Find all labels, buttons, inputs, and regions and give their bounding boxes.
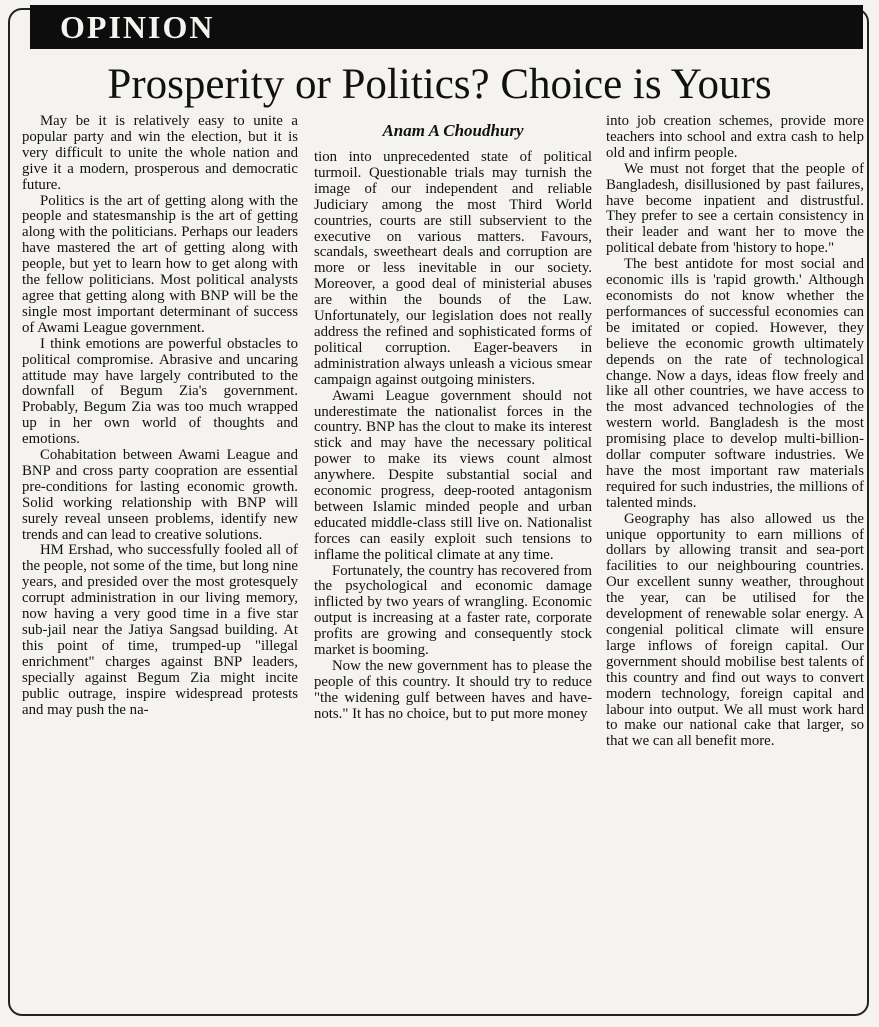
paragraph: HM Ershad, who successfully fooled all of the people, not some of the time, but long nine years, and presided over the most grotesquely corrupt administration in our living memory, now having a very good time in a five star sub-jail near the Jatiya Sangsad building. At this point of time, trumped-up "illegal enrichment" charges against BNP leaders, specially against Begum Zia might incite public outrage, inspire widespread protests and may push the na- bbox=[22, 542, 298, 718]
article-column-1 bbox=[22, 114, 298, 1012]
section-label: OPINION bbox=[60, 9, 215, 45]
article-column-3 bbox=[606, 114, 864, 1012]
paragraph: Fortunately, the country has recovered from the psychological and economic damage inflicted by two years of wrangling. Economic output is increasing at a faster rate, corporate profits are growing and consequently stock market is booming. bbox=[314, 562, 592, 659]
paragraph: Cohabitation between Awami League and BNP and cross party coopration are essential pre-conditions for lasting economic growth. Solid working relationship with BNP will surely reveal unseen problems, identify new trends and can lead to creative solutions. bbox=[22, 447, 298, 543]
section-banner bbox=[30, 5, 863, 49]
paragraph: into job creation schemes, provide more teachers into school and extra cash to help old and infirm people. bbox=[606, 114, 864, 161]
article-column-2 bbox=[314, 150, 592, 1012]
headline: Prosperity or Politics? Choice is Yours bbox=[107, 61, 772, 108]
paragraph: tion into unprecedented state of political turmoil. Questionable trials may turnish the image of our independent and reliable Judiciary among the most Third World countries, courts are still subservient to the executive on various matters. Favours, scandals, sweetheart deals and corruption are more or less inevitable in our society. Moreover, a good deal of ministerial abuses are within the bounds of the Law. Unfortunately, our legislation does not really address the refined and sophisticated forms of political corruption. Eager-beavers in administration always unleash a vicious smear campaign against outgoing ministers. bbox=[314, 150, 592, 388]
byline: Anam A Choudhury bbox=[382, 121, 524, 140]
paragraph: The best antidote for most social and economic ills is 'rapid growth.' Although economists do not know whether the performances of successful economies can be imitated or copied. However, they believe the economic growth ultimately depends on the rate of technological change. Now a days, ideas flow freely and like all other countries, we have access to the most advanced technologies of the western world. Bangladesh is the most promising place to develop multi-billion-dollar computer software industries. We have the most important raw materials required for such industries, the millions of talented minds. bbox=[606, 256, 864, 511]
paragraph: Politics is the art of getting along with the people and statesmanship is the art of getting along with the politicians. Perhaps our leaders have mastered the art of getting along with people, but yet to learn how to get along with the fellow politicians. Most political analysts agree that getting along with BNP will be the single most important determinant of success of Awami League government. bbox=[22, 192, 298, 336]
paragraph: I think emotions are powerful obstacles to political compromise. Abrasive and uncaring attitude may have largely contributed to the downfall of Begum Zia's government. Probably, Begum Zia was too much wrapped up in her own world of thoughts and emotions. bbox=[22, 335, 298, 448]
paragraph: We must not forget that the people of Bangladesh, disillusioned by past failures, have become inpatient and distrustful. They prefer to see a certain consistency in their leader and want her to move the political debate from 'history to hope." bbox=[606, 160, 864, 257]
paragraph: Geography has also allowed us the unique opportunity to earn millions of dollars by allowing transit and sea-port facilities to our neighbouring countries. Our excellent sunny weather, throughout the year, can be utilised for the development of renewable solar energy. A congenial political climate will ensure large inflows of foreign capital. Our government should mobilise best talents of this country and find out ways to convert modern technology, foreign capital and labour into output. We all must work hard to make our national cake that larger, so that we can all benefit more. bbox=[606, 510, 864, 750]
paragraph: Awami League government should not underestimate the nationalist forces in the country. BNP has the clout to make its interest stick and may have the necessary political power to make its views count almost anywhere. Despite substantial social and economic progress, deep-rooted antagonism between Islamic minded people and urban educated middle-class still live on. Nationalist forces can easily exploit such tensions to inflame the political climate at any time. bbox=[314, 387, 592, 563]
paragraph: Now the new government has to please the people of this country. It should try to reduce "the widening gulf between haves and have-nots." It has no choice, but to put more money bbox=[314, 658, 592, 722]
paragraph: May be it is relatively easy to unite a popular party and win the election, but it is very difficult to unite the whole nation and give it a modern, prosperous and democratic future. bbox=[22, 114, 298, 193]
